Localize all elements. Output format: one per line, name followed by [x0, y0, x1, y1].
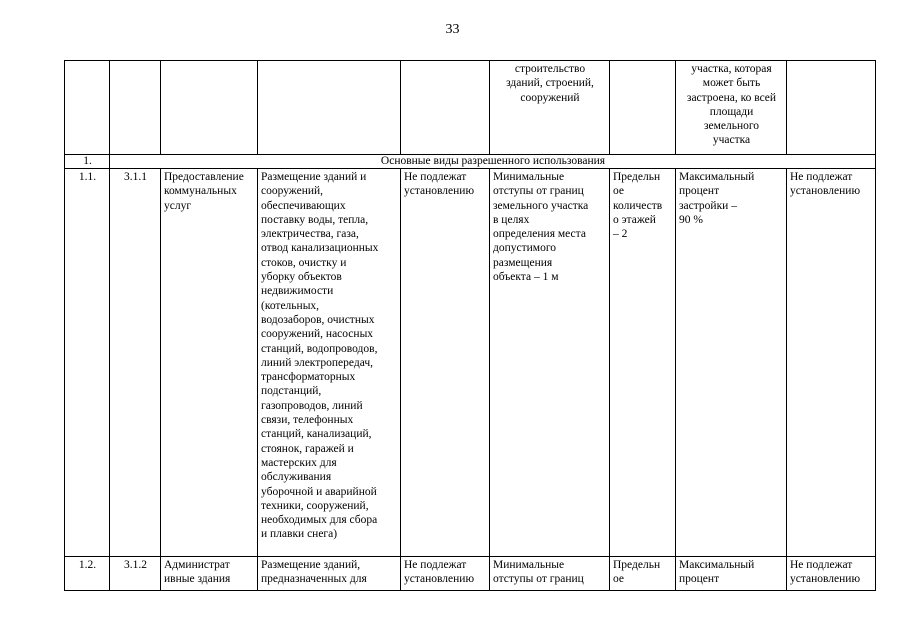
- cell-empty: [110, 61, 161, 155]
- section-title: Основные виды разрешенного использования: [110, 155, 876, 169]
- cell-empty: [258, 61, 401, 155]
- cell-empty: [401, 61, 490, 155]
- row-other: Не подлежат установлению: [790, 559, 861, 586]
- row-number: 1.2.: [65, 557, 110, 591]
- continuation-row: [65, 61, 876, 155]
- row-coverage-cell: [676, 557, 787, 591]
- row-floors-cell: [610, 557, 676, 591]
- table-row: [65, 557, 876, 591]
- row-floors: Предельн ое количеств о этажей – 2: [610, 169, 676, 557]
- row-coverage: Максимальный процент застройки – 90 %: [676, 169, 787, 557]
- table-row: [65, 169, 876, 557]
- row-use-name-cell: [161, 557, 258, 591]
- row-floors: Предельн ое: [613, 559, 661, 586]
- continuation-setback-text: строительство зданий, строений, сооружений: [490, 61, 610, 155]
- row-coverage: Максимальный процент: [679, 559, 755, 586]
- cell-empty: [65, 61, 110, 155]
- section-row: [65, 155, 876, 169]
- row-description-cell: [258, 557, 401, 591]
- row-use-name: Администрат ивные здания: [164, 559, 231, 586]
- row-number: 1.1.: [65, 169, 110, 557]
- row-setback: Минимальные отступы от границ земельного участка в целях определения места допустимого размещения объекта – 1 м: [490, 169, 610, 557]
- row-setback: Минимальные отступы от границ: [493, 559, 584, 586]
- row-description: Размещение зданий, предназначенных для: [261, 559, 367, 586]
- row-code: 3.1.2: [110, 557, 161, 591]
- row-description: Размещение зданий и сооружений, обеспечивающих поставку воды, тепла, электричества, газа, отвод канализационных стоков, очистку и уборку объектов недвижимости (котельных, водозаборов, очистных сооружений, насосных станций, водопроводов, линий электропередач, трансформаторных подстанций, газопроводов, линий связи, телефонных станций, канализаций, стоянок, гаражей и мастерских для обслуживания уборочной и аварийной техники, сооружений, необходимых для сбора и плавки снега): [258, 169, 401, 557]
- row-area-cell: [401, 557, 490, 591]
- page-number: 33: [445, 22, 460, 37]
- row-other: Не подлежат установлению: [787, 169, 876, 557]
- row-other-cell: [787, 557, 876, 591]
- cell-empty: [787, 61, 876, 155]
- section-number: 1.: [65, 155, 110, 169]
- row-area: Не подлежат установлению: [401, 169, 490, 557]
- row-code: 3.1.1: [110, 169, 161, 557]
- cell-empty: [161, 61, 258, 155]
- row-area: Не подлежат установлению: [404, 559, 475, 586]
- cell-empty: [610, 61, 676, 155]
- row-use-name: Предоставление коммунальных услуг: [161, 169, 258, 557]
- row-setback-cell: [490, 557, 610, 591]
- continuation-coverage-text: участка, которая может быть застроена, ко всей площади земельного участка: [676, 61, 787, 155]
- zoning-regulations-table: [64, 60, 876, 591]
